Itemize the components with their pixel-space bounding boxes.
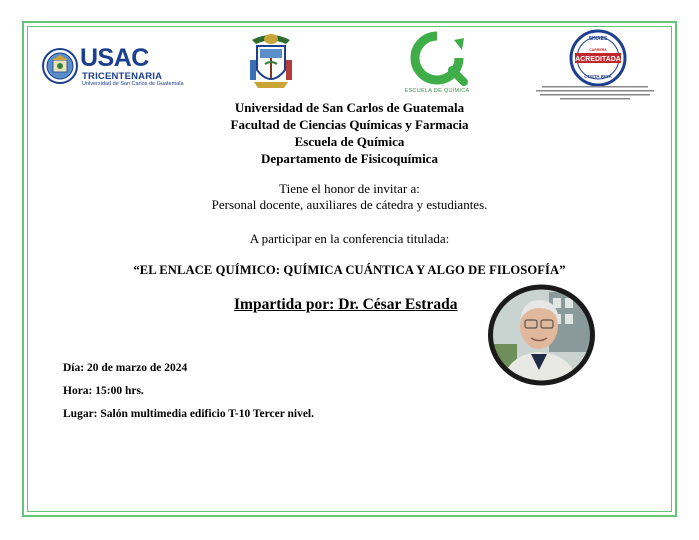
sinaes-badge-text: ACREDITADA [575, 56, 621, 63]
header-department: Departamento de Fisicoquímica [261, 151, 438, 166]
conference-title: “EL ENLACE QUÍMICO: QUÍMICA CUÁNTICA Y ALGO DE FILOSOFÍA” [133, 263, 566, 277]
crest-icon [246, 30, 296, 94]
speaker-photo [487, 284, 596, 386]
escuela-quimica-logo [402, 30, 472, 96]
usac-seal-icon [42, 44, 80, 88]
sinaes-bottom-text: COSTA RICA [584, 74, 612, 79]
facultad-crest-logo [246, 30, 296, 94]
invite-line-1: Tiene el honor de invitar a: [279, 181, 420, 196]
header-university: Universidad de San Carlos de Guatemala [234, 100, 465, 115]
invite-line-3: A participar en la conferencia titulada: [249, 231, 450, 246]
usac-wordmark: USAC [80, 44, 149, 72]
speaker-line: Impartida por: Dr. César Estrada [234, 296, 458, 313]
event-place: Lugar: Salón multimedia edificio T-10 Tercer nivel. [63, 408, 314, 420]
usac-tricentenaria: TRICENTENARIA [82, 71, 163, 82]
recycle-arrows-icon [402, 30, 472, 88]
header-school: Escuela de Química [294, 134, 405, 149]
event-date: Día: 20 de marzo de 2024 [63, 362, 188, 374]
sinaes-badge-small-text: CARRERA [589, 48, 607, 52]
usac-logo [42, 44, 184, 92]
speaker-portrait [487, 284, 596, 386]
sinaes-top-text: SINAES [588, 36, 608, 42]
event-time: Hora: 15:00 hrs. [63, 385, 144, 397]
usac-university-name: Universidad de San Carlos de Guatemala [82, 81, 184, 87]
invite-line-2: Personal docente, auxiliares de cátedra y estudiantes. [211, 197, 488, 212]
escuela-caption: ESCUELA DE QUÍMICA [404, 88, 470, 94]
sinaes-accreditation-seal [568, 28, 628, 88]
seal-icon [568, 28, 628, 88]
header-faculty: Facultad de Ciencias Químicas y Farmacia [230, 117, 469, 132]
